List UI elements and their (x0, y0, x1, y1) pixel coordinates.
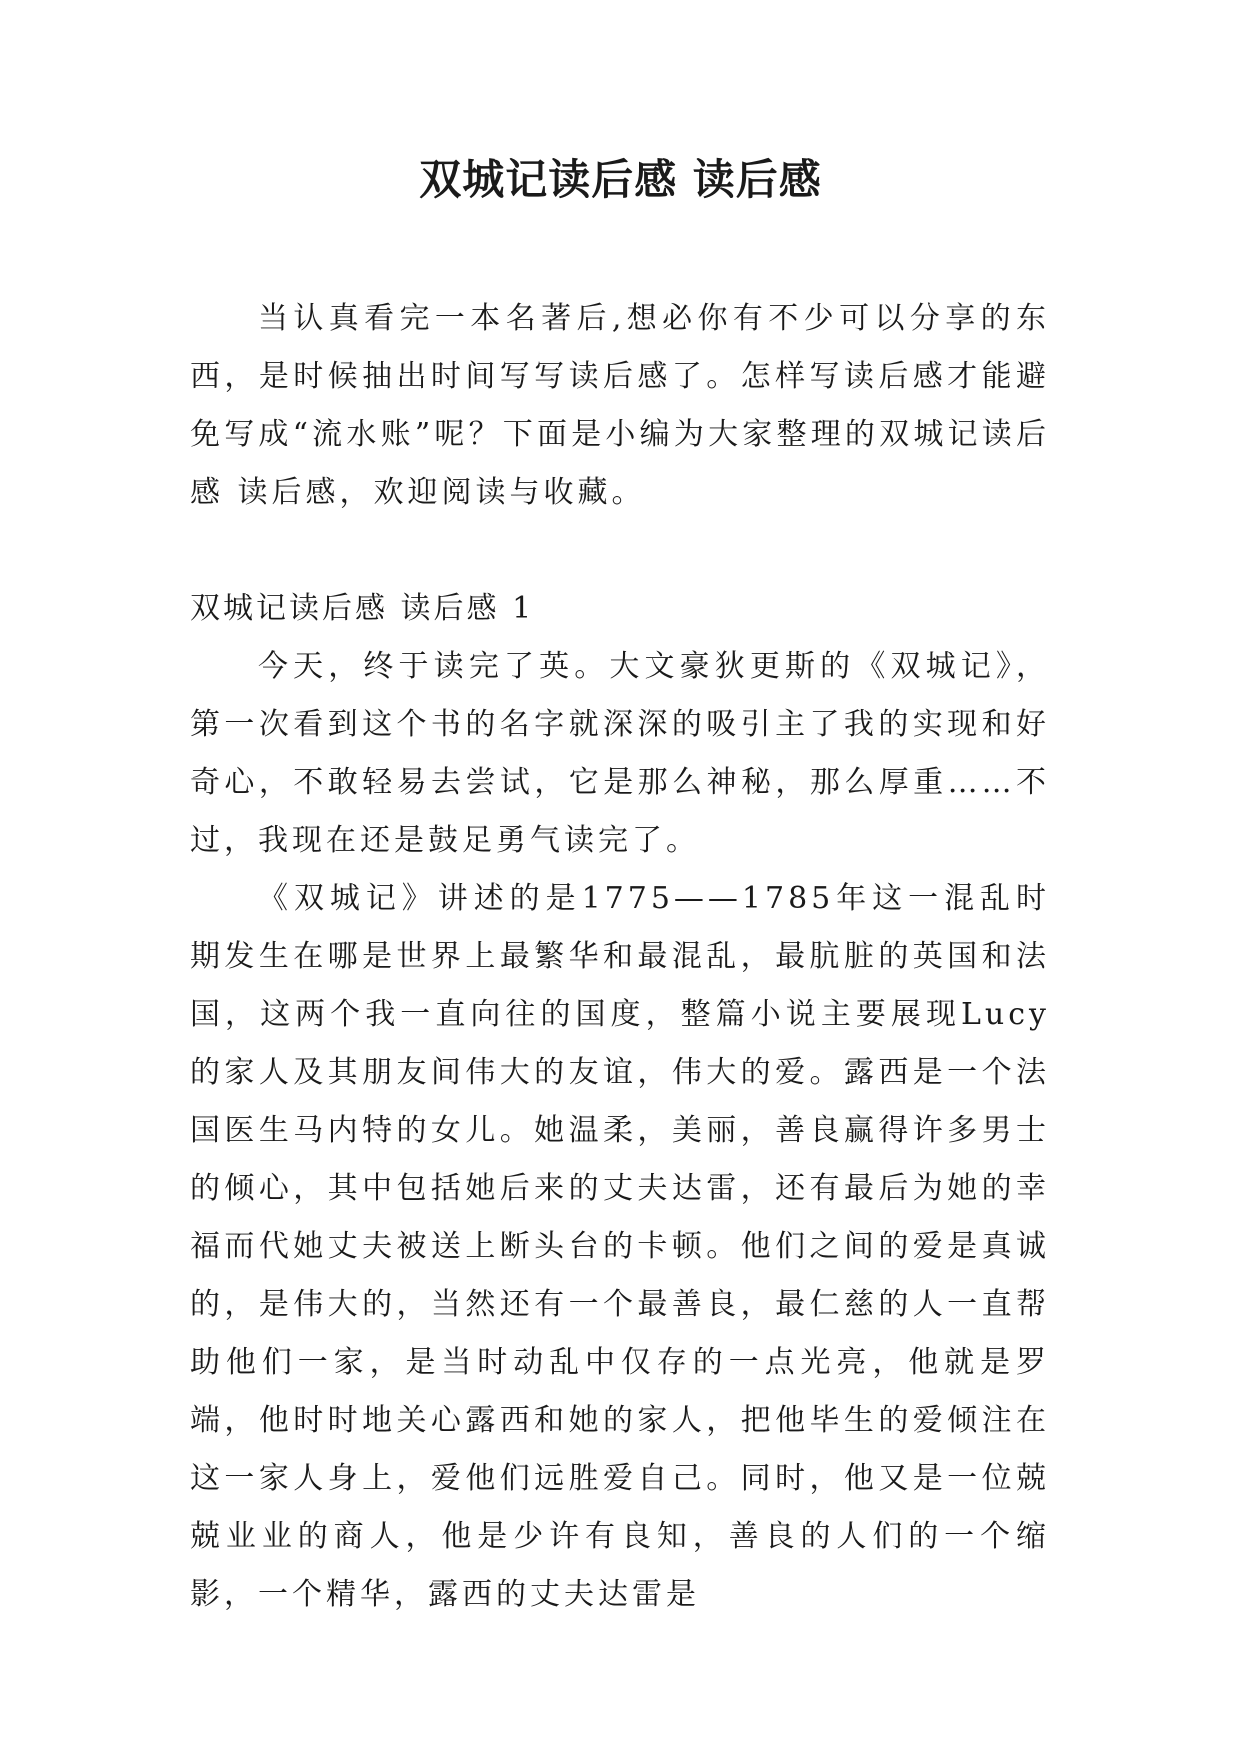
body-paragraph-1: 今天，终于读完了英。大文豪狄更斯的《双城记》，第一次看到这个书的名字就深深的吸引主了我的实现和好奇心，不敢轻易去尝试，它是那么神秘，那么厚重……不过，我现在还是鼓足勇气读完了。 (190, 649, 1050, 858)
paragraph-gap (190, 522, 1050, 580)
document-body (190, 290, 1050, 1624)
body-paragraph-2: 《双城记》讲述的是1775——1785年这一混乱时期发生在哪是世界上最繁华和最混乱，最肮脏的英国和法国，这两个我一直向往的国度，整篇小说主要展现Lucy的家人及其朋友间伟大的友谊，伟大的爱。露西是一个法国医生马内特的女儿。她温柔，美丽，善良赢得许多男士的倾心，其中包括她后来的丈夫达雷，还有最后为她的幸福而代她丈夫被送上断头台的卡顿。他们之间的爱是真诚的，是伟大的，当然还有一个最善良，最仁慈的人一直帮助他们一家，是当时动乱中仅存的一点光亮，他就是罗端，他时时地关心露西和她的家人，把他毕生的爱倾注在这一家人身上，爱他们远胜爱自己。同时，他又是一位兢兢业业的商人，他是少许有良知，善良的人们的一个缩影，一个精华，露西的丈夫达雷是 (190, 881, 1050, 1612)
section-heading: 双城记读后感 读后感 1 (190, 591, 535, 626)
intro-paragraph: 当认真看完一本名著后,想必你有不少可以分享的东西，是时候抽出时间写写读后感了。怎样写读后感才能避免写成“流水账”呢？下面是小编为大家整理的双城记读后感 读后感，欢迎阅读与收藏。 (190, 301, 1050, 510)
document-title: 双城记读后感 读后感 (419, 155, 822, 204)
